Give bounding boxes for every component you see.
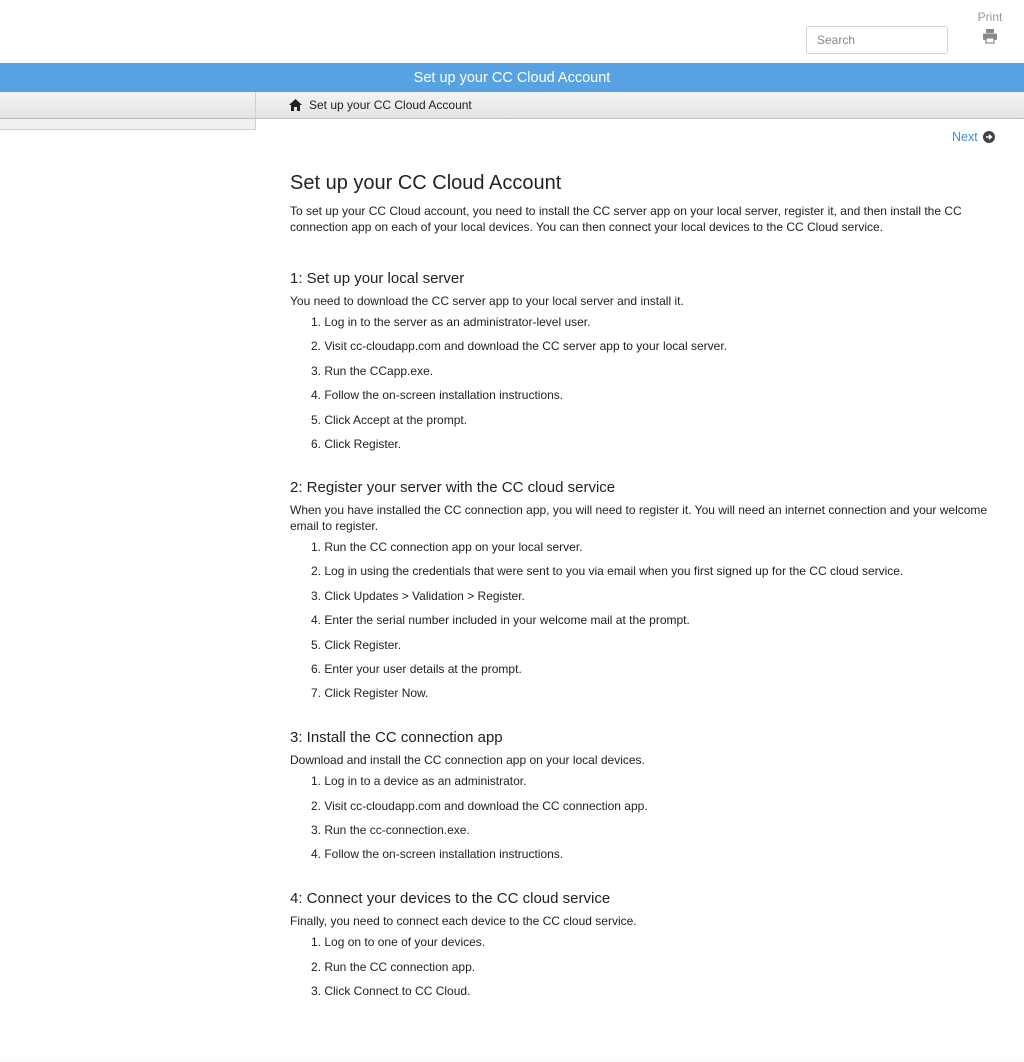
- home-icon: [289, 99, 302, 111]
- step-item: 3. Run the CCapp.exe.: [311, 363, 434, 378]
- step-list: [290, 934, 990, 999]
- step-item: 3. Run the cc-connection.exe.: [311, 823, 470, 838]
- section-heading: 3: Install the CC connection app: [290, 729, 503, 747]
- article-intro: To set up your CC Cloud account, you need to install the CC server app on your local server, register it, and then install the CC connection app on each of your local devices. You can then connect your local devices to the CC Cloud service.: [290, 204, 962, 234]
- section-heading: 4: Connect your devices to the CC cloud service: [290, 890, 611, 908]
- step-item: 2. Visit cc-cloudapp.com and download the CC connection app.: [311, 798, 648, 813]
- footer-strip: [0, 1058, 1024, 1062]
- section-register-server: [290, 478, 990, 701]
- step-item: 5. Click Register.: [311, 637, 402, 652]
- breadcrumb: [0, 92, 1024, 119]
- step-item: 5. Click Accept at the prompt.: [311, 412, 468, 427]
- step-item: 1. Run the CC connection app on your local server.: [311, 539, 583, 554]
- print-button[interactable]: [972, 10, 1008, 44]
- step-list: [290, 773, 990, 862]
- top-header: [0, 0, 1024, 63]
- circle-arrow-right-icon: [983, 131, 995, 143]
- step-item: 4. Enter the serial number included in your welcome mail at the prompt.: [311, 613, 690, 628]
- section-set-up-local-server: [290, 269, 990, 452]
- page-title-bar: Set up your CC Cloud Account: [0, 63, 1024, 92]
- section-heading: 1: Set up your local server: [290, 270, 465, 287]
- step-item: 2. Run the CC connection app.: [311, 959, 476, 974]
- breadcrumb-label: Set up your CC Cloud Account: [309, 97, 472, 112]
- article: [290, 170, 990, 1008]
- search-input[interactable]: [806, 26, 948, 54]
- section-text: When you have installed the CC connection app, you will need to register it. You will need an internet connection and your welcome email to register.: [290, 502, 988, 533]
- step-item: 6. Enter your user details at the prompt.: [311, 661, 522, 676]
- breadcrumb-item-home[interactable]: [289, 92, 472, 118]
- step-item: 3. Click Updates > Validation > Register.: [311, 588, 525, 603]
- section-text: Finally, you need to connect each device to the CC cloud service.: [290, 914, 637, 929]
- printer-icon: [982, 28, 998, 44]
- sidebar-toc: [0, 119, 256, 130]
- step-item: 4. Follow the on-screen installation instructions.: [311, 847, 564, 862]
- next-label: Next: [952, 130, 978, 144]
- step-item: 3. Click Connect to CC Cloud.: [311, 984, 471, 999]
- section-text: You need to download the CC server app to your local server and install it.: [290, 294, 684, 308]
- section-connect-devices: [290, 889, 990, 999]
- step-list: [290, 314, 990, 452]
- step-item: 1. Log in to a device as an administrator.: [311, 774, 527, 789]
- step-item: 4. Follow the on-screen installation instructions.: [311, 388, 564, 403]
- section-install-connection-app: [290, 728, 990, 862]
- step-item: 6. Click Register.: [311, 436, 402, 451]
- sidebar-divider: [255, 92, 256, 118]
- step-item: 7. Click Register Now.: [311, 686, 429, 701]
- next-page-link[interactable]: [952, 130, 995, 144]
- step-item: 2. Visit cc-cloudapp.com and download the CC server app to your local server.: [311, 339, 727, 354]
- step-item: 2. Log in using the credentials that were sent to you via email when you first signed up for the CC cloud service.: [311, 564, 904, 579]
- section-text: Download and install the CC connection app on your local devices.: [290, 753, 645, 768]
- step-list: [290, 539, 990, 701]
- print-label: Print: [977, 10, 1003, 24]
- step-item: 1. Log in to the server as an administrator-level user.: [311, 315, 591, 329]
- article-title: Set up your CC Cloud Account: [290, 172, 562, 194]
- step-item: 1. Log on to one of your devices.: [311, 935, 486, 950]
- section-heading: 2: Register your server with the CC cloud service: [290, 478, 616, 496]
